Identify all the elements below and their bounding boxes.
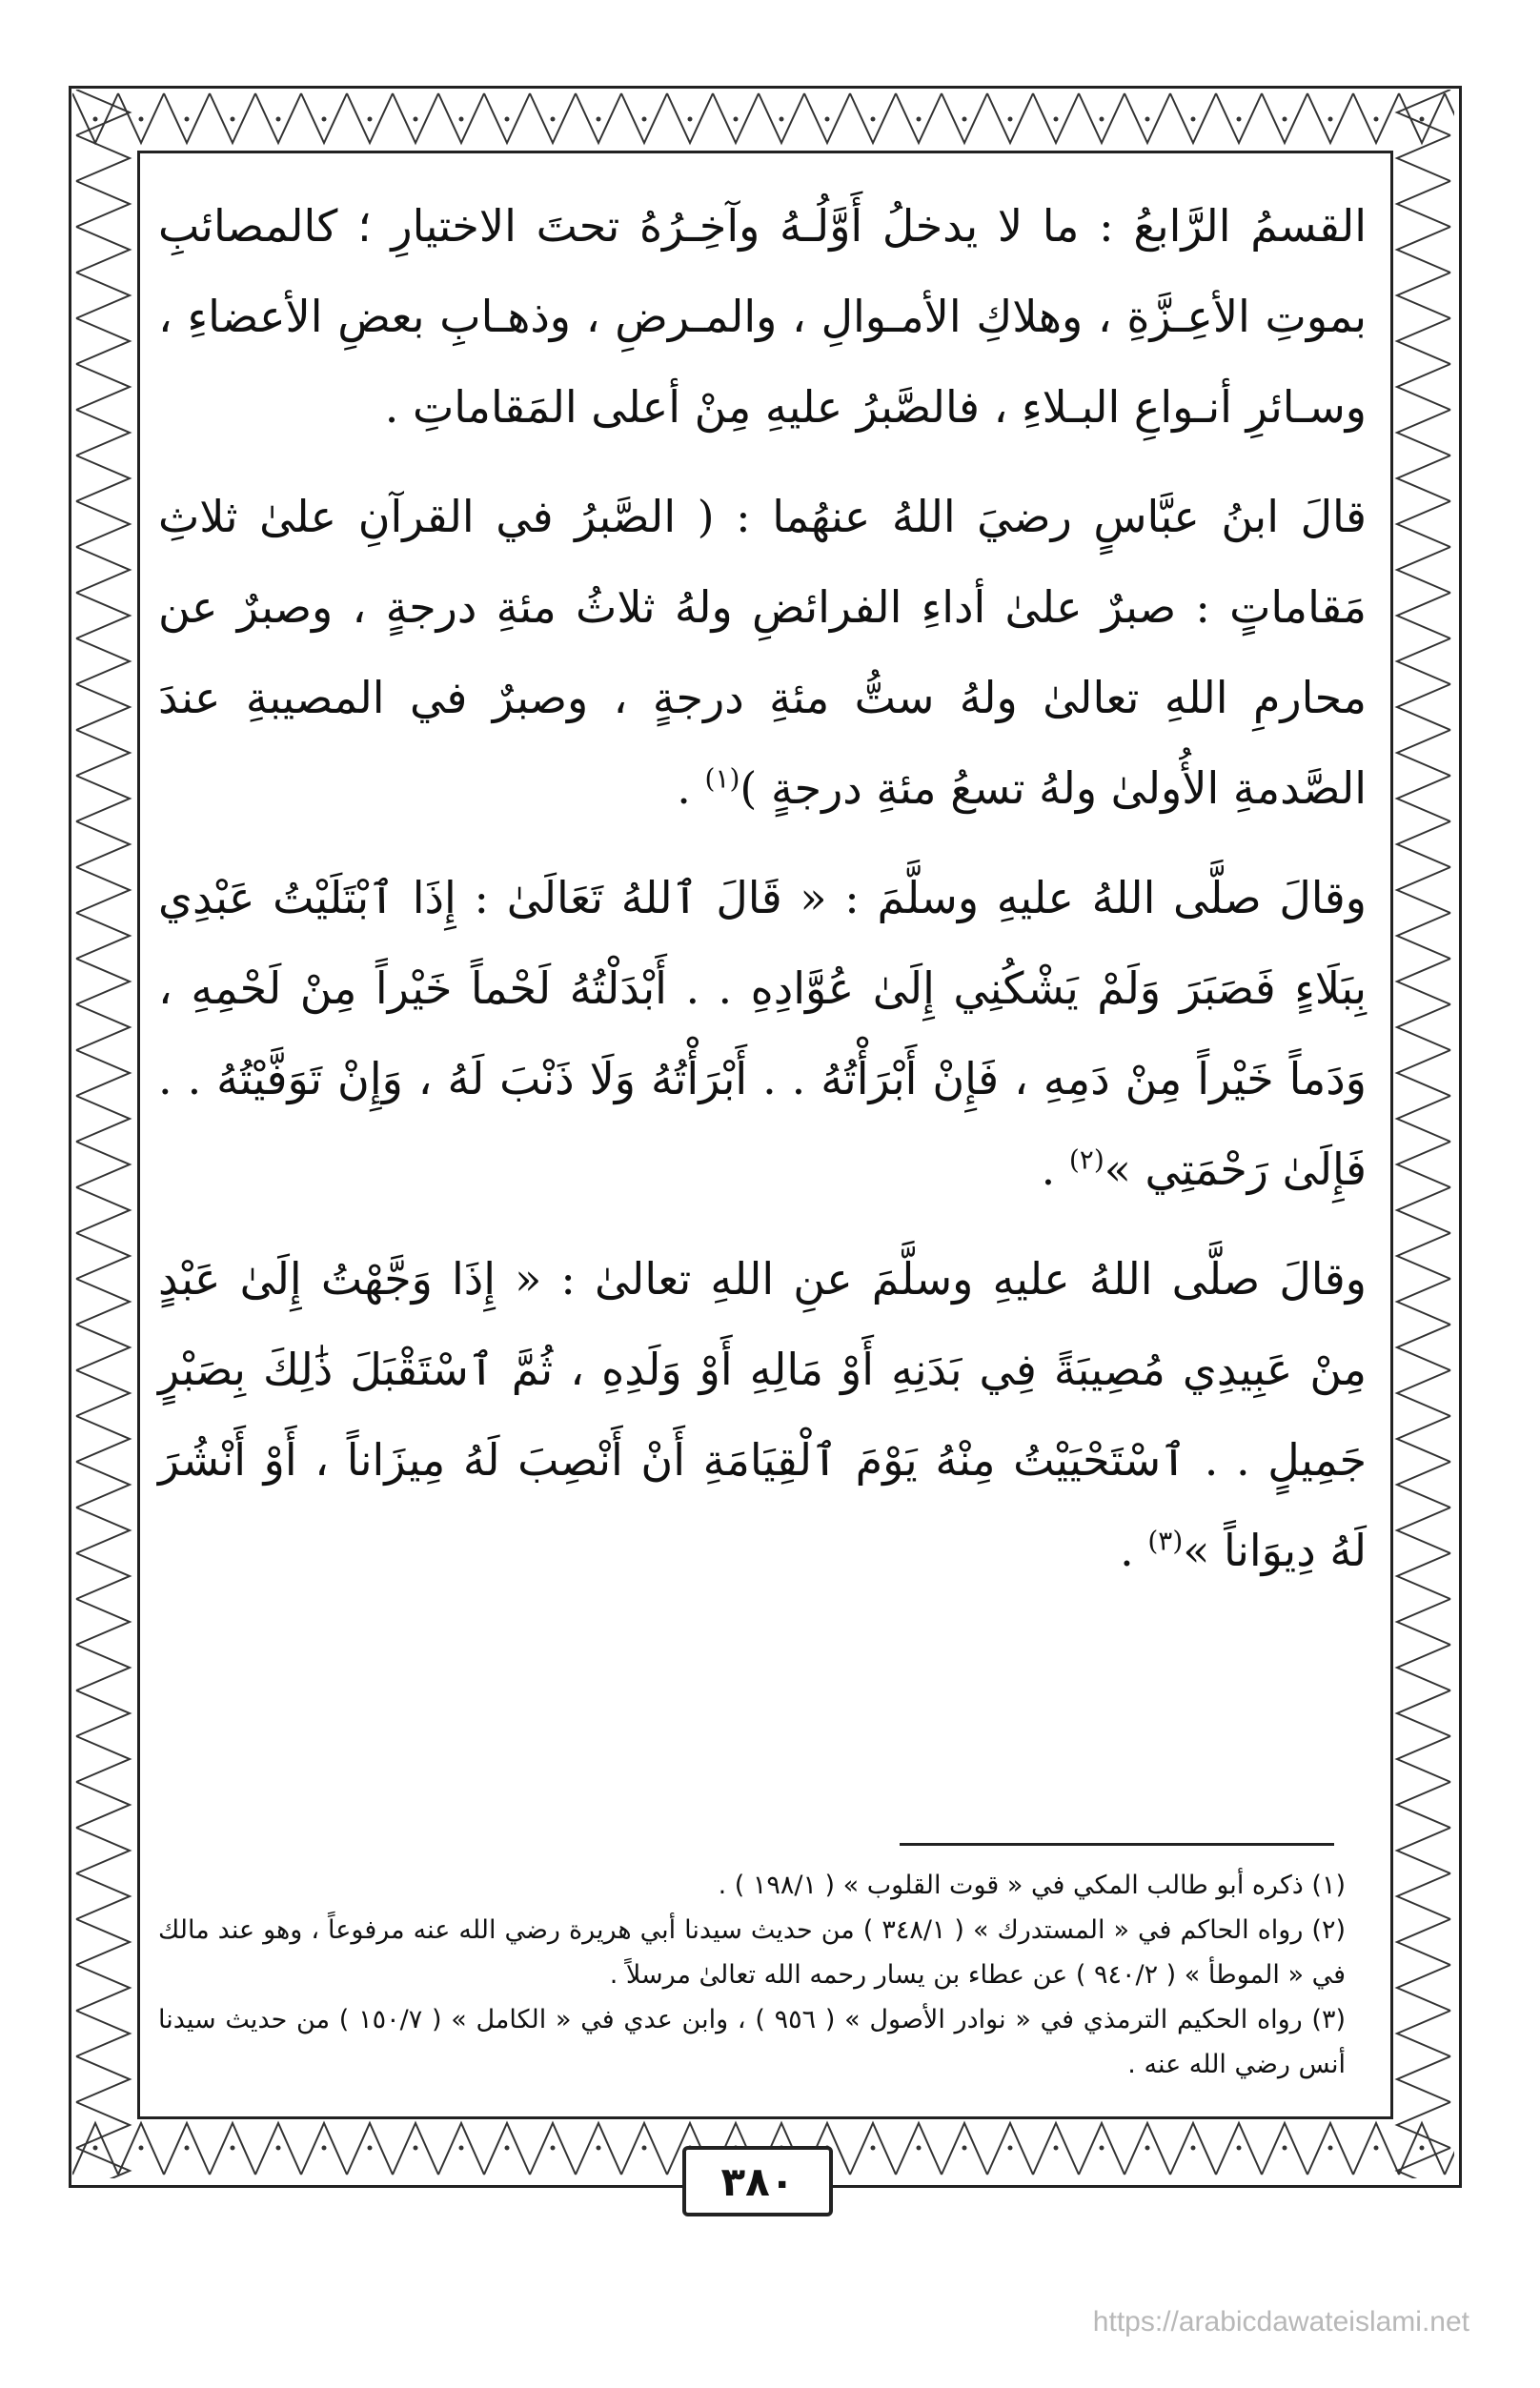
watermark-url: https://arabicdawateislami.net [1092, 2306, 1469, 2337]
paragraph-4 [158, 1234, 1367, 1596]
page-number-text: ٣٨٠ [720, 2157, 795, 2205]
main-text [158, 181, 1367, 1609]
paragraph-1: القسمُ الرَّابعُ : ما لا يدخلُ أَوَّلُـهُ وآخِـرُهُ تحتَ الاختيارِ ؛ كالمصائبِ بموتِ الأعِـزَّةِ ، وهلاكِ الأمـوالِ ، والمـرضِ ، وذهـابِ بعضِ الأعضاءِ ، وسـائرِ أنـواعِ البـلاءِ ، فالصَّبرُ عليهِ مِنْ أعلى المَقاماتِ . [158, 200, 1367, 433]
footnote-2: (٢) رواه الحاكم في « المستدرك » ( ٣٤٨/١ ) من حديث سيدنا أبي هريرة رضي الله عنه مرفوعاً ، وهو عند مالك في « الموطأ » ( ٩٤٠/٢ ) عن عطاء بن يسار رحمه الله تعالىٰ مرسلاً . [158, 1915, 1346, 1990]
footnote-mark-1: (١) [704, 762, 740, 795]
footnote-mark-2: (٢) [1068, 1143, 1104, 1176]
paragraph-2-period: . [677, 762, 705, 814]
border-ornament-right [1391, 90, 1454, 2178]
paragraph-3 [158, 853, 1367, 1215]
footnote-mark-3: (٣) [1147, 1525, 1184, 1557]
paragraph-2 [158, 472, 1367, 834]
footnote-separator [900, 1843, 1334, 1846]
footnote-1: (١) ذكره أبو طالب المكي في « قوت القلوب » ( ١٩٨/١ ) . [718, 1871, 1346, 1900]
border-ornament-top [72, 90, 1454, 149]
paragraph-2-text: قالَ ابنُ عبَّاسٍ رضيَ اللهُ عنهُما : ( الصَّبرُ في القرآنِ علىٰ ثلاثِ مَقاماتٍ : صبرٌ علىٰ أداءِ الفرائضِ ولهُ ثلاثُ مئةِ درجةٍ ، وصبرٌ عن محارمِ اللهِ تعالىٰ ولهُ ستُّ مئةِ درجةٍ ، وصبرٌ في المصيبةِ عندَ الصَّدمةِ الأُولىٰ ولهُ تسعُ مئةِ درجةٍ ) [158, 491, 1367, 814]
border-ornament-left [72, 90, 135, 2178]
paragraph-3-text: وقالَ صلَّى اللهُ عليهِ وسلَّمَ : « قَالَ ٱللهُ تَعَالَىٰ : إِذَا ٱبْتَلَيْتُ عَبْدِي بِبَلَاءٍ فَصَبَرَ وَلَمْ يَشْكُنِي إِلَىٰ عُوَّادِهِ . . أَبْدَلْتُهُ لَحْماً خَيْراً مِنْ لَحْمِهِ ، وَدَماً خَيْراً مِنْ دَمِهِ ، فَإِنْ أَبْرَأْتُهُ . . أَبْرَأْتُهُ وَلَا ذَنْبَ لَهُ ، وَإِنْ تَوَفَّيْتُهُ . . فَإِلَىٰ رَحْمَتِي » [158, 872, 1367, 1195]
footnotes [158, 1863, 1346, 2087]
paragraph-4-text: وقالَ صلَّى اللهُ عليهِ وسلَّمَ عنِ اللهِ تعالىٰ : « إِذَا وَجَّهْتُ إِلَىٰ عَبْدٍ مِنْ عَبِيدِي مُصِيبَةً فِي بَدَنِهِ أَوْ مَالِهِ أَوْ وَلَدِهِ ، ثُمَّ ٱسْتَقْبَلَ ذَٰلِكَ بِصَبْرٍ جَمِيلٍ . . ٱسْتَحْيَيْتُ مِنْهُ يَوْمَ ٱلْقِيَامَةِ أَنْ أَنْصِبَ لَهُ مِيزَاناً ، أَوْ أَنْشُرَ لَهُ دِيوَاناً » [158, 1253, 1367, 1576]
footnote-3: (٣) رواه الحكيم الترمذي في « نوادر الأصول » ( ٩٥٦ ) ، وابن عدي في « الكامل » ( ١٥٠/٧ ) من حديث سيدنا أنس رضي الله عنه . [158, 2005, 1347, 2079]
paragraph-3-period: . [1041, 1143, 1069, 1195]
paragraph-4-period: . [1120, 1525, 1148, 1576]
page-number [682, 2146, 833, 2216]
